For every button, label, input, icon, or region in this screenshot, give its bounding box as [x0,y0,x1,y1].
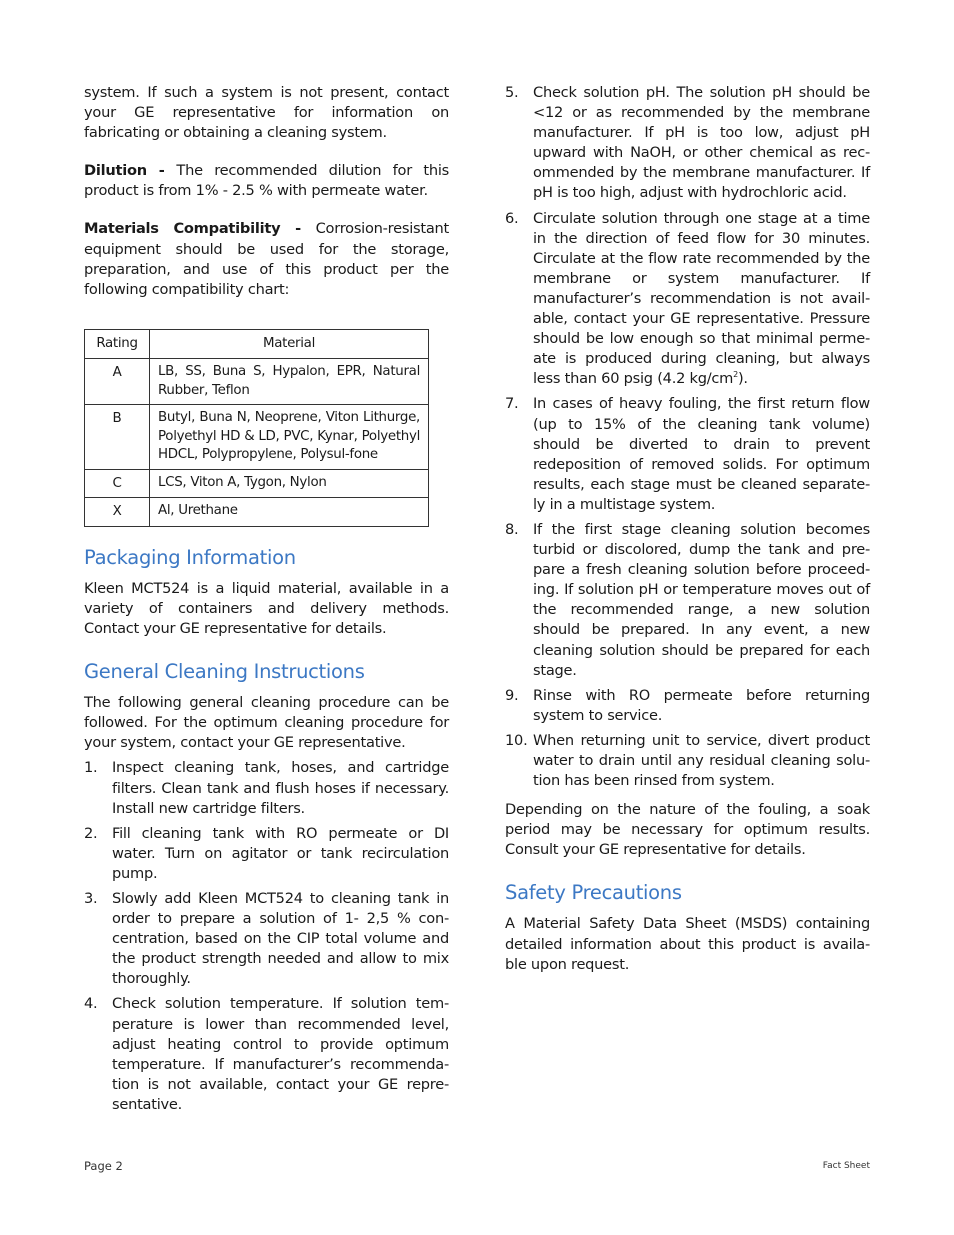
material-cell: Butyl, Buna N, Neoprene, Viton Lithurge, Polyethyl HD & LD, PVC, Kynar, Polyethyl HDCL, Polypropylene, Polysul-fone [150,405,429,470]
list-item [84,824,449,884]
step-number: 1. [84,759,98,777]
step-number: 2. [84,824,98,842]
cleaning-heading: General Cleaning Instructions [84,660,365,684]
list-item [505,209,870,390]
list-item [505,520,870,681]
table-row [85,469,429,498]
cleaning-intro: The following general cleaning procedure can be followed. For the optimum cleaning procedure for your system, contact your GE representative. [84,694,449,752]
step-number: 8. [505,520,519,538]
rating-cell: A [85,359,150,405]
step-number: 6. [505,209,519,227]
materials-paragraph [84,219,449,299]
step-number: 5. [505,84,519,101]
table-row [85,405,429,470]
step-text-tail: ). [737,370,748,388]
material-cell: Al, Urethane [150,498,429,527]
list-item [84,889,449,989]
rating-cell: B [85,405,150,470]
compatibility-table [84,329,429,527]
list-item [84,758,449,818]
step-text: Check solution pH. The solution pH should be <12 or as recommended by the membrane manufacturer. If pH is too low, adjust pH upward with NaOH, or other chemical as rec-ommended by the membrane manufacturer. If pH is too high, adjust with hydrochloric acid. [533,84,870,202]
safety-paragraph: A Material Safety Data Sheet (MSDS) containing detailed information about this product is availa-ble upon request. [505,915,870,973]
packaging-paragraph: Kleen MCT524 is a liquid material, available in a variety of containers and delivery methods. Contact your GE representative for details. [84,579,449,638]
step-text: Fill cleaning tank with RO permeate or DI water. Turn on agitator or tank recirculation pump. [112,824,449,882]
step-number: 7. [505,395,519,413]
list-item [505,731,870,791]
page-number: Page 2 [84,1159,123,1173]
list-item [505,686,870,726]
list-item [505,394,870,515]
rating-cell: C [85,469,150,498]
step-text: Rinse with RO permeate before returning system to service. [533,686,870,724]
table-row [85,498,429,527]
step-text: Circulate solution through one stage at a time in the direction of feed flow for 30 minutes. Circulate at the flow rate recommended by the membrane or system manufacturer. If manufacturer’s recommendation is not avail-able, contact your GE representative. Pressure should be low enough so that minimal perme-ate is produced during cleaning, but always less than 60 psig (4.2 kg/cm [533,209,870,388]
intro-paragraph: system. If such a system is not present, contact your GE representative for information on fabricating or obtaining a cleaning system. [84,84,449,142]
step-text: When returning unit to service, divert product water to drain until any residual cleaning solu-tion has been rinsed from system. [533,731,870,790]
step-number: 9. [505,686,519,704]
step-number: 10. [505,731,528,749]
safety-heading: Safety Precautions [505,881,682,905]
material-cell: LCS, Viton A, Tygon, Nylon [150,469,429,498]
cleaning-steps-right [505,83,870,791]
cleaning-steps-left [84,758,449,1115]
document-type-label: Fact Sheet [822,1161,870,1171]
material-cell: LB, SS, Buna S, Hypalon, EPR, Natural Rubber, Teflon [150,359,429,405]
superscript: 2 [733,370,738,380]
dilution-label: Dilution - [84,162,177,180]
packaging-heading: Packaging Information [84,545,296,569]
materials-text: Corrosion-resistant equipment should be used for the storage, preparation, and use of this product per the following compatibility chart: [84,220,449,298]
step-text: Inspect cleaning tank, hoses, and cartridge filters. Clean tank and flush hoses if necessary. Install new cartridge filters. [112,759,449,817]
materials-label: Materials Compatibility - [84,220,316,238]
table-header-rating: Rating [85,329,150,359]
table-header-row [85,329,429,359]
step-number: 4. [84,995,98,1013]
soak-paragraph: Depending on the nature of the fouling, a soak period may be necessary for optimum results. Consult your GE representative for details. [505,801,870,859]
step-text: Check solution temperature. If solution tem-perature is lower than recommended level, adjust heating control to provide optimum temperature. If manufacturer’s recommenda-tion is not available, contact your GE repre-sentative. [112,995,449,1113]
step-text: In cases of heavy fouling, the first return flow (up to 15% of the cleaning tank volume) should be diverted to drain to prevent redeposition of removed solids. For optimum results, each stage must be cleaned separate-ly in a multistage system. [533,395,870,513]
step-number: 3. [84,889,98,907]
list-item [505,83,870,204]
step-text: If the first stage cleaning solution becomes turbid or discolored, dump the tank and pre-pare a fresh cleaning solution before proceed-ing. If solution pH or temperature moves out of the recommended range, a new solution should be prepared. In any event, a new cleaning solution should be prepared for each stage. [533,520,870,679]
step-text: Slowly add Kleen MCT524 to cleaning tank in order to prepare a solution of 1- 2,5 % con-centration, based on the CIP total volume and the product strength needed and allow to mix thoroughly. [112,889,449,988]
table-row [85,359,429,405]
table-header-material: Material [150,329,429,359]
rating-cell: X [85,498,150,527]
list-item [84,994,449,1115]
right-column [505,83,870,975]
dilution-text: The recommended dilution for this product is from 1% - 2.5 % with permeate water. [84,162,450,200]
dilution-paragraph [84,161,449,201]
left-column [84,83,449,1120]
